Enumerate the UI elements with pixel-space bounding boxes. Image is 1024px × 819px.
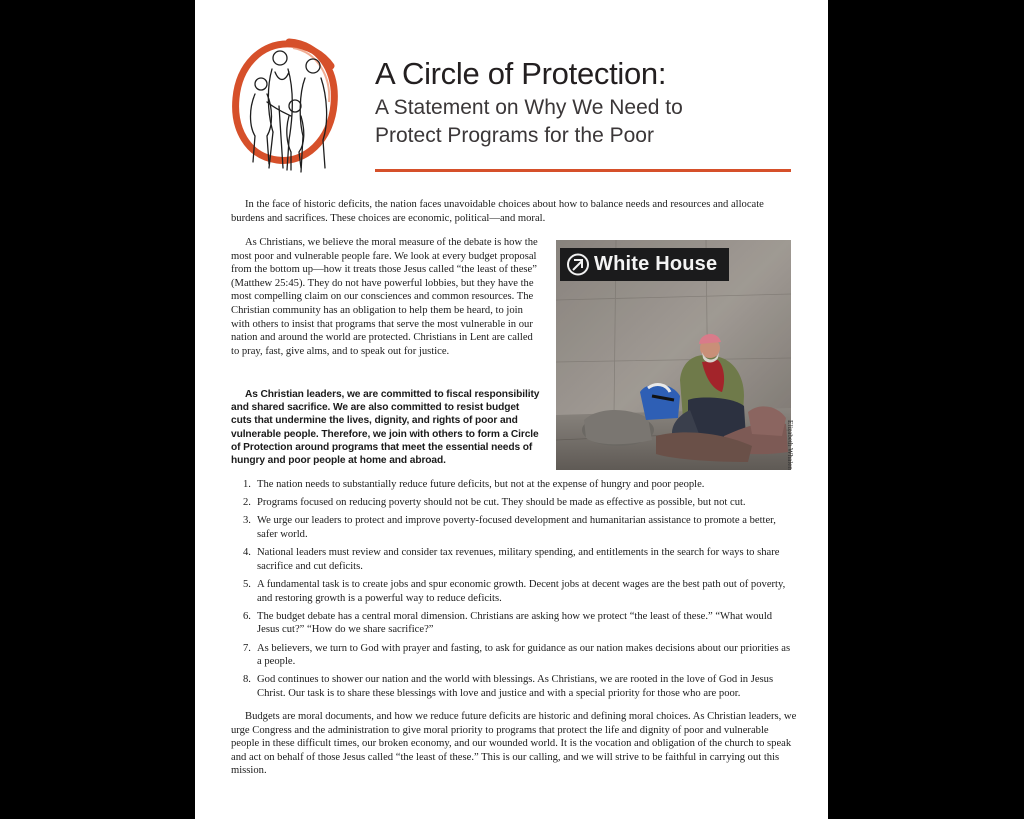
list-item-number: 5. [243, 578, 251, 590]
list-item-number: 6. [243, 610, 251, 622]
photo-credit: Elizabeth Whalen [786, 420, 794, 470]
list-item-text: The budget debate has a central moral dimension. Christians are asking how we protect “the least of these.” “What would Jesus cut?” “How do we share sacrifice?” [257, 610, 773, 636]
list-item-text: A fundamental task is to create jobs and spur economic growth. Decent jobs at decent wages are the best path out of poverty, and restoring growth is a powerful way to reduce deficits. [257, 578, 786, 604]
points-list [231, 478, 797, 705]
list-item-number: 2. [243, 497, 251, 509]
list-item-text: Programs focused on reducing poverty should not be cut. They should be made as effective as possible, but not cut. [257, 497, 746, 509]
list-item-number: 8. [243, 674, 251, 686]
document-page [195, 0, 828, 819]
list-item [231, 610, 797, 637]
list-item-text: We urge our leaders to protect and improve poverty-focused development and humanitarian assistance to promote a better, safer world. [257, 515, 776, 540]
page-title: A Circle of Protection: [375, 56, 667, 91]
page-subtitle-line-2: Protect Programs for the Poor [375, 124, 654, 147]
list-item [231, 496, 797, 510]
list-item-number: 4. [243, 547, 251, 559]
list-item [231, 642, 797, 669]
list-item-number: 3. [243, 515, 251, 527]
list-item [231, 578, 797, 605]
commitment-paragraph: As Christian leaders, we are committed to fiscal responsibility and shared sacrifice. We are also committed to resist budget cuts that undermine the lives, dignity, and rights of poor and vulnerable people. Therefore, we join with others to form a Circle of Protection around programs that meet the essential needs of hungry and poor people at home and abroad. [231, 389, 540, 467]
list-item-text: The nation needs to substantially reduce future deficits, but not at the expense of hungry and poor people. [257, 479, 705, 490]
list-item-text: As believers, we turn to God with prayer and fasting, to ask for guidance as our nation makes decisions about our priorities as a people. [257, 642, 791, 668]
list-item-text: National leaders must review and consider tax revenues, military spending, and entitlements in the search for ways to share sacrifice and cut deficits. [257, 547, 780, 572]
title-divider [375, 169, 791, 172]
list-item [231, 478, 797, 492]
closing-paragraph: Budgets are moral documents, and how we reduce future deficits are historic and defining moral choices. As Christian leaders, we urge Congress and the administration to give moral priority to programs that protect the life and dignity of poor and vulnerable people in these difficult times, our broken economy, and our wounded world. It is the vocation and obligation of the church to speak and act on behalf of those Jesus called “the least of these.” This is our calling, and we will strive to be faithful in carrying out this mission. [231, 711, 797, 777]
moral-measure-paragraph: As Christians, we believe the moral measure of the debate is how the most poor and vulnerable people fare. We look at every budget proposal from the bottom up—how it treats those Jesus called “the least of these” (Matthew 25:45). They do not have powerful lobbies, but they have the most compelling claim on our consciences and common resources. The Christian community has an obligation to help them be heard, to join with others to insist that programs that serve the most vulnerable in our nation and around the world are protected. Christians in Lent are called to pray, fast, give alms, and to speak out for justice. [231, 237, 538, 357]
title-block [375, 54, 683, 150]
list-item [231, 673, 797, 700]
page-subtitle-line-1: A Statement on Why We Need to [375, 96, 683, 119]
list-item-number: 7. [243, 642, 251, 654]
list-item [231, 514, 797, 541]
circle-of-protection-logo [231, 36, 339, 174]
intro-paragraph: In the face of historic deficits, the nation faces unavoidable choices about how to balance needs and resources and allocate burdens and sacrifices. These choices are economic, political—and moral. [231, 199, 764, 224]
sign-text: White House [594, 253, 718, 275]
list-item [231, 546, 797, 573]
list-item-number: 1. [243, 479, 251, 490]
list-item-text: God continues to shower our nation and the world with blessings. As Christians, we are rooted in the love of God in Jesus Christ. Our task is to share these blessings with love and justice and with a special priority for those who are poor. [257, 674, 774, 699]
